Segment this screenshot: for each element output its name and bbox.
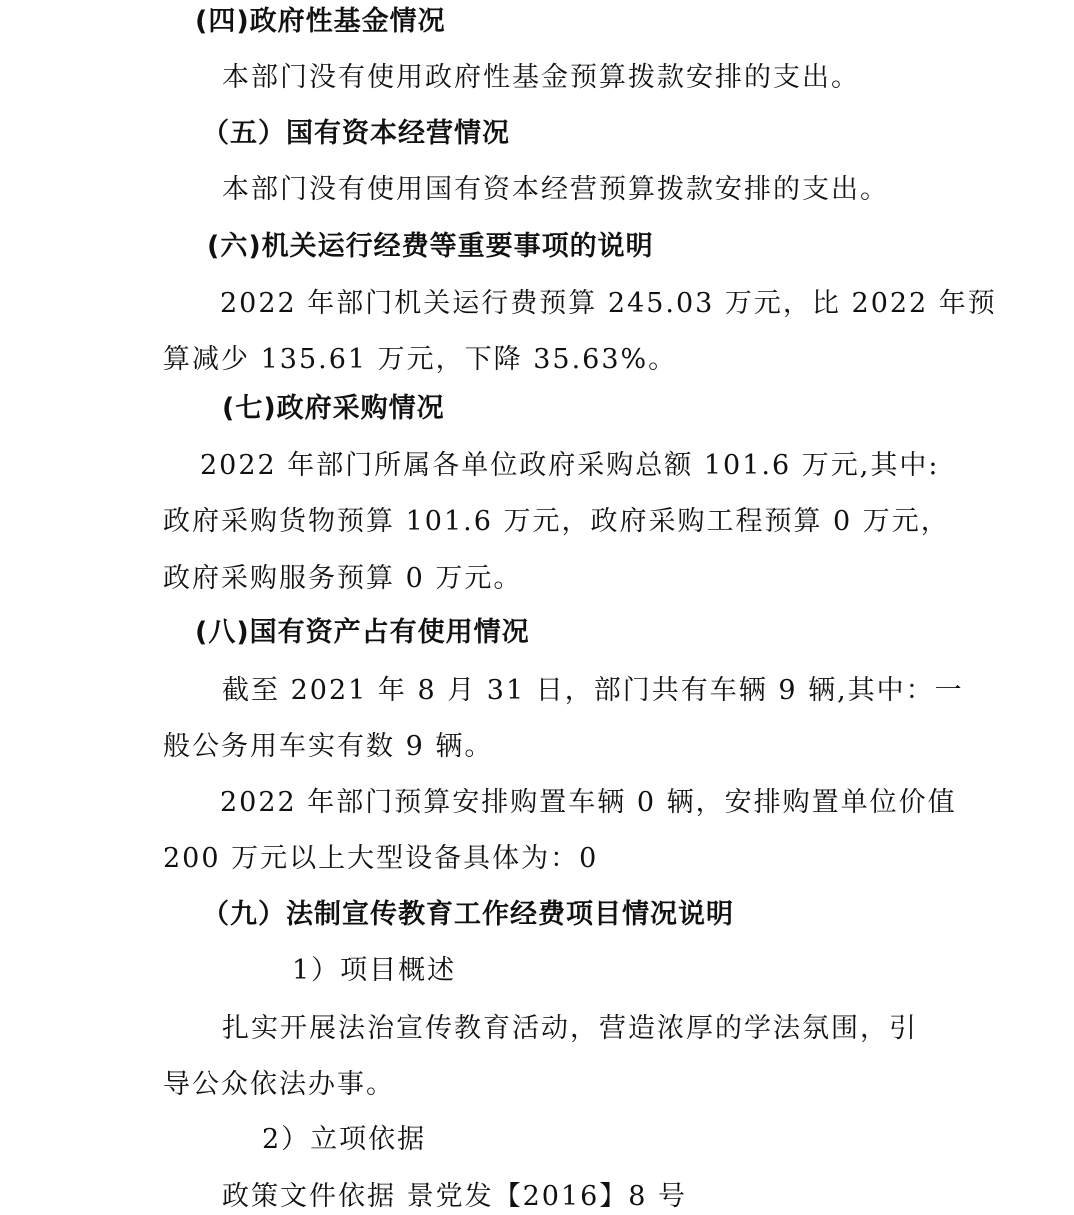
- section-9-subheading-2: 2）立项依据: [262, 1124, 427, 1155]
- section-9-paragraph-1-line-2: 导公众依法办事。: [163, 1069, 395, 1100]
- section-8-paragraph-1-line-1: 截至 2021 年 8 月 31 日，部门共有车辆 9 辆,其中：一: [222, 675, 964, 706]
- section-7-heading: (七)政府采购情况: [222, 393, 445, 424]
- section-9-paragraph-2-line-1: 政策文件依据 景党发【2016】8 号: [222, 1181, 688, 1212]
- section-4-heading: (四)政府性基金情况: [195, 6, 446, 37]
- section-7-paragraph-line-3: 政府采购服务预算 0 万元。: [163, 563, 523, 594]
- section-7-paragraph-line-1: 2022 年部门所属各单位政府采购总额 101.6 万元,其中:: [200, 450, 940, 481]
- section-6-paragraph-line-1: 2022 年部门机关运行费预算 245.03 万元，比 2022 年预: [220, 288, 997, 319]
- section-8-paragraph-1-line-2: 般公务用车实有数 9 辆。: [163, 731, 494, 762]
- section-5-paragraph: 本部门没有使用国有资本经营预算拨款安排的支出。: [222, 174, 889, 205]
- section-8-heading: (八)国有资产占有使用情况: [195, 617, 530, 648]
- section-9-subheading-1: 1）项目概述: [292, 955, 457, 986]
- section-6-heading: (六)机关运行经费等重要事项的说明: [207, 231, 654, 262]
- section-7-paragraph-line-2: 政府采购货物预算 101.6 万元，政府采购工程预算 0 万元，: [163, 506, 950, 537]
- section-5-heading: （五）国有资本经营情况: [202, 118, 510, 149]
- section-9-heading: （九）法制宣传教育工作经费项目情况说明: [202, 899, 734, 930]
- section-8-paragraph-2-line-1: 2022 年部门预算安排购置车辆 0 辆，安排购置单位价值: [220, 787, 957, 818]
- section-9-paragraph-1-line-1: 扎实开展法治宣传教育活动，营造浓厚的学法氛围，引: [222, 1013, 918, 1044]
- section-8-paragraph-2-line-2: 200 万元以上大型设备具体为：0: [163, 843, 599, 874]
- section-6-paragraph-line-2: 算减少 135.61 万元，下降 35.63%。: [163, 344, 678, 375]
- section-4-paragraph: 本部门没有使用政府性基金预算拨款安排的支出。: [222, 62, 860, 93]
